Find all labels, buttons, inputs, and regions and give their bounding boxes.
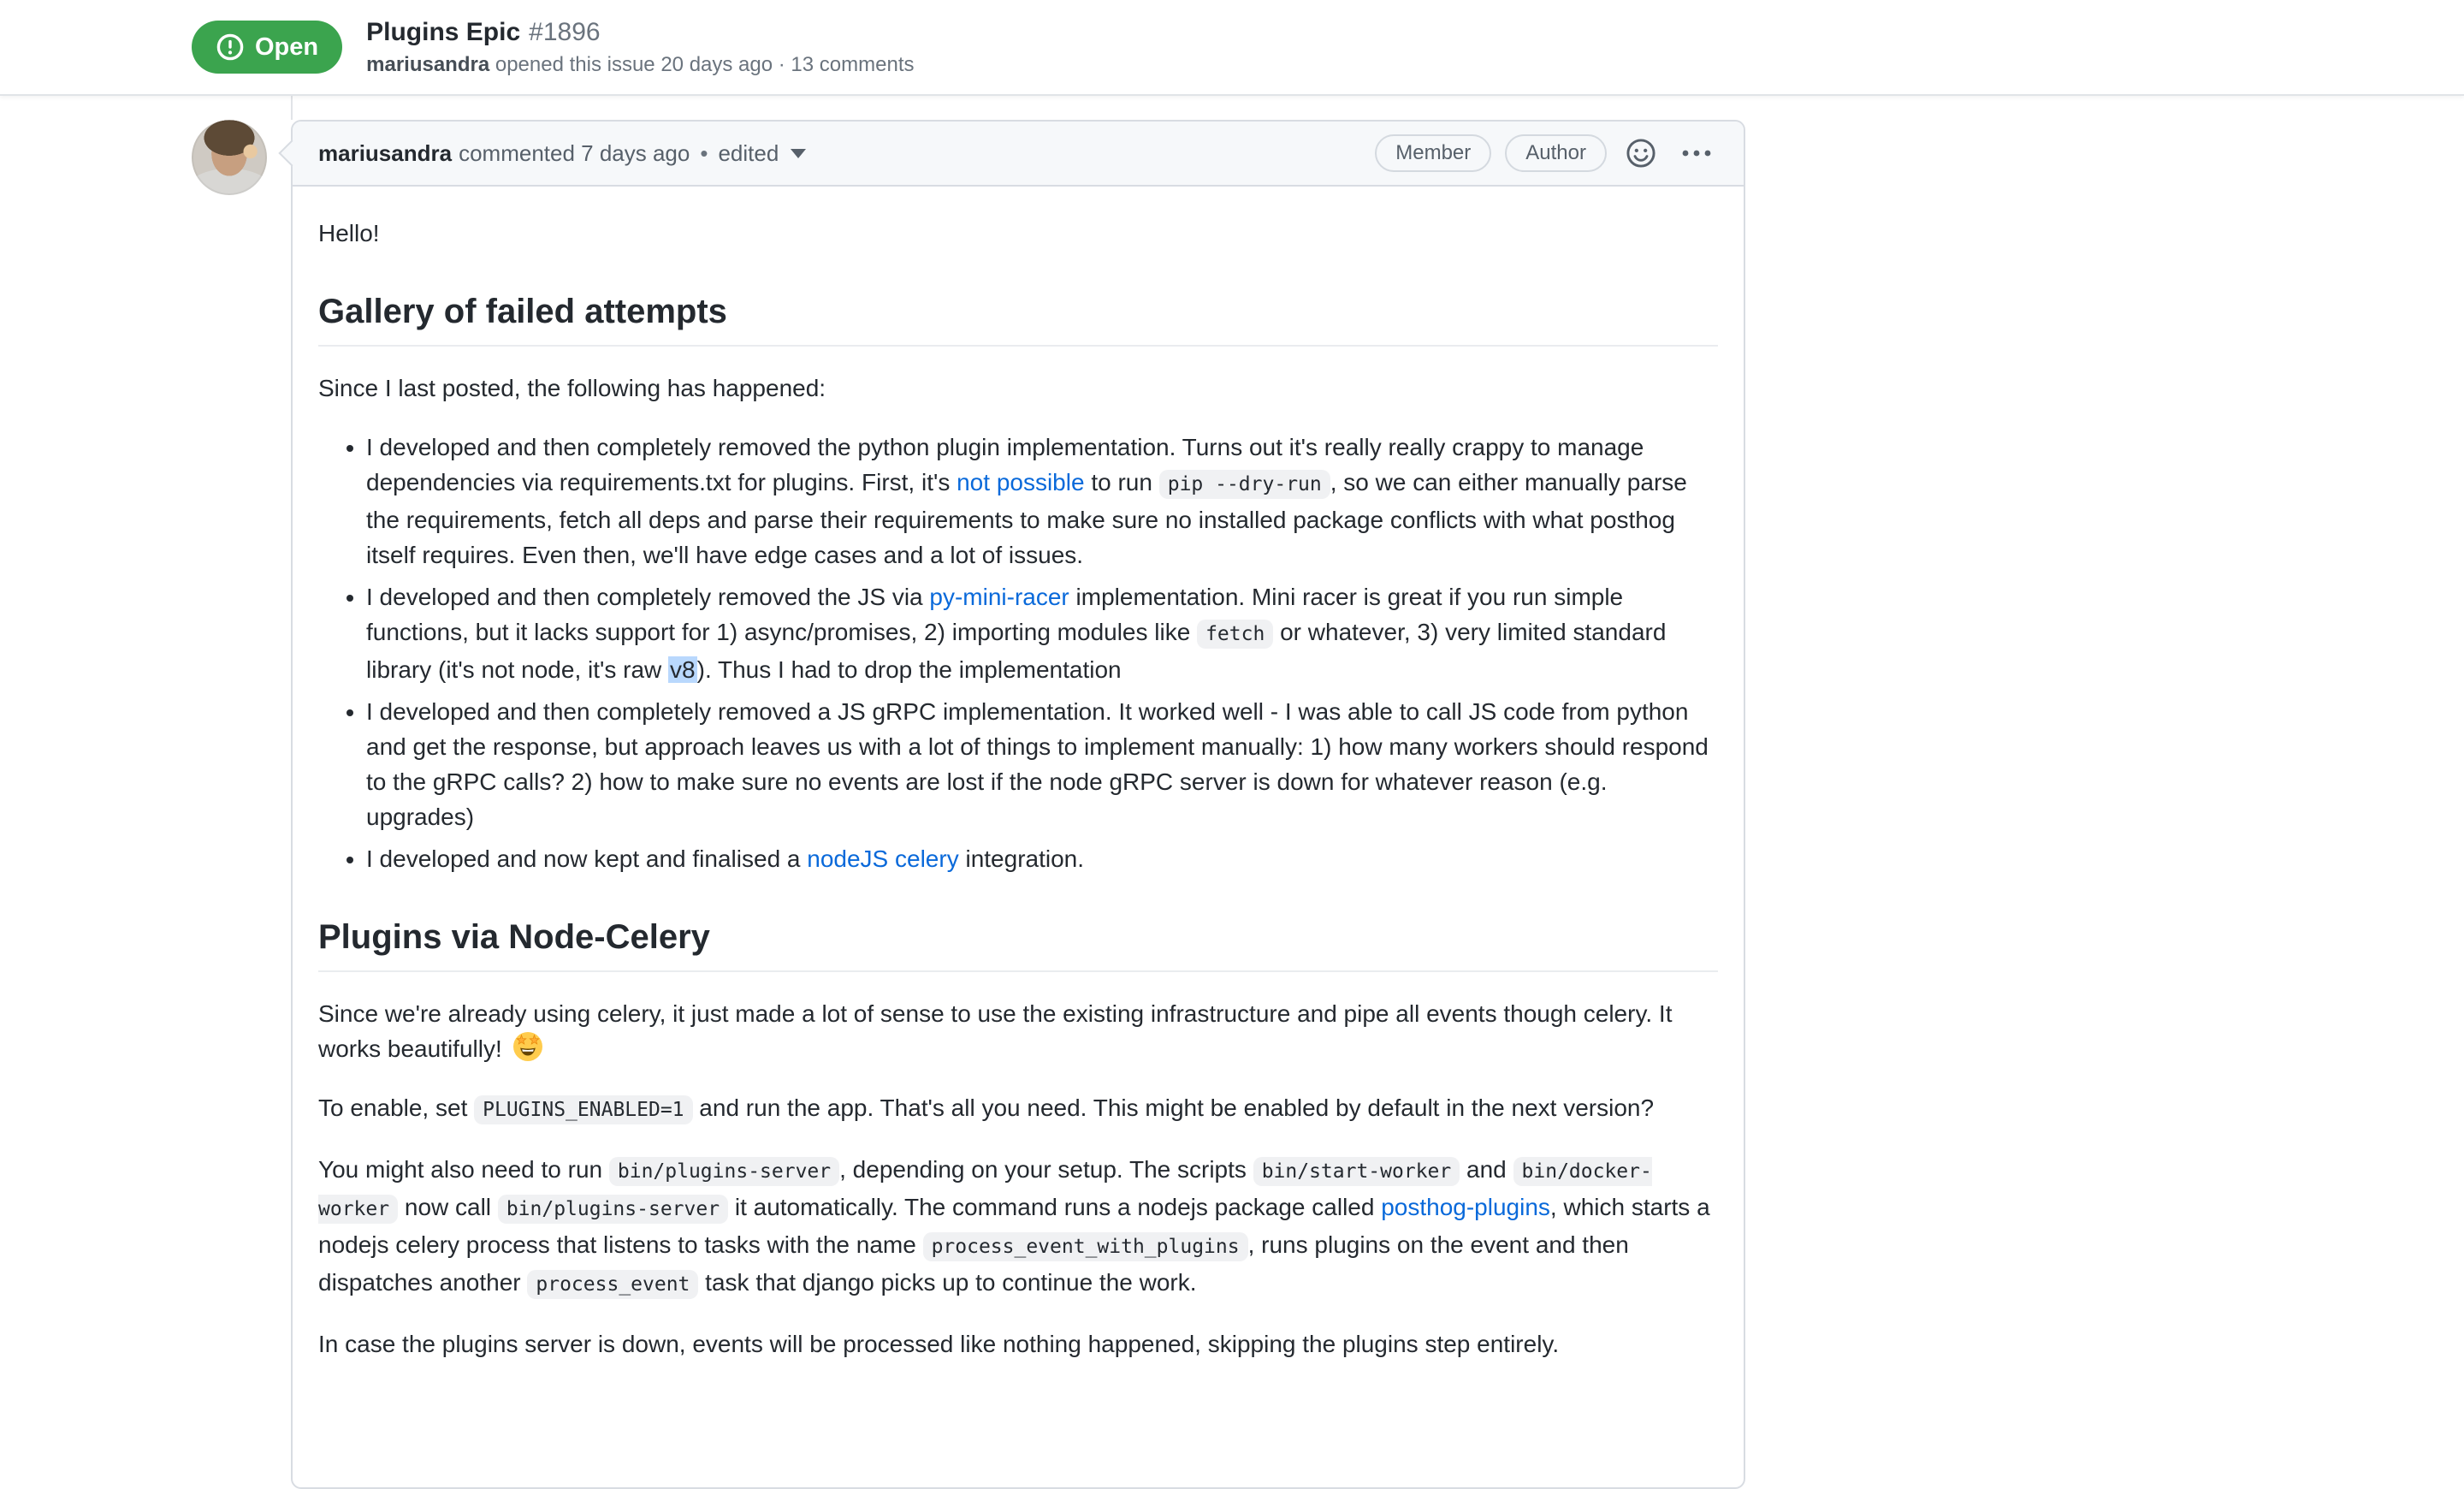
add-reaction-button[interactable] [1620, 133, 1661, 174]
issue-title-block [366, 17, 914, 77]
avatar[interactable] [192, 120, 267, 195]
issue-author-link[interactable]: mariusandra [366, 53, 490, 76]
inline-code: process_event [527, 1270, 698, 1299]
failed-attempts-list [318, 430, 1718, 876]
issue-title: Plugins Epic [366, 18, 521, 46]
edited-dropdown[interactable] [718, 140, 806, 167]
comment-card [291, 120, 1745, 1489]
issue-opened-icon [216, 33, 245, 62]
meta-separator-dot: • [700, 139, 708, 166]
chevron-down-icon [791, 149, 806, 158]
previous-comment-border-fragment [291, 96, 293, 120]
star-struck-emoji [512, 1031, 543, 1062]
issue-number: #1896 [529, 18, 601, 46]
list-item: • I developed and then completely removed the python plugin implementation. Turns out it's really really crappy to manage dependencies via requirements.txt for plugins. First, it's not possible to run pip --dry-run , so we can either manually parse the requirements, fetch all deps and parse their requirements to make sure no installed package conflicts with what posthog itself requires. Even then, we'll have edge cases and a lot of issues. [366, 430, 1718, 572]
comment-body [293, 187, 1744, 1420]
paragraph-since: Since I last posted, the following has happened: [318, 375, 826, 401]
inline-code: bin/plugins-server [609, 1157, 839, 1186]
comment-options-button[interactable] [1675, 143, 1718, 163]
issue-meta-text: opened this issue 20 days ago · 13 comments [495, 53, 915, 76]
comment-author-link[interactable]: mariusandra [318, 139, 453, 166]
paragraph-hello: Hello! [318, 220, 380, 246]
comment-header [293, 122, 1744, 187]
inline-link[interactable]: not possible [957, 469, 1085, 495]
edited-label: edited [718, 139, 779, 166]
issue-state-badge [192, 21, 342, 74]
inline-link[interactable]: py-mini-racer [929, 584, 1069, 610]
paragraph-celery: Since we're already using celery, it just made a lot of sense to use the existing infrastructure and pipe all events though celery. It works beautifully! [318, 1000, 1673, 1062]
inline-code: bin/docker-worker [318, 1157, 1652, 1224]
inline-code: bin/plugins-server [498, 1195, 728, 1224]
paragraph-partially-clipped: In case the plugins server is down, events will be processed like nothing happened, skipping the plugins step entirely. [318, 1331, 1560, 1357]
heading-gallery: Gallery of failed attempts [318, 290, 1718, 347]
inline-code: fetch [1197, 620, 1273, 649]
list-item: • I developed and then completely removed the JS via py-mini-racer implementation. Mini racer is great if you run simple functions, but it lacks support for 1) async/promises, 2) importing modules like fetch or whatever, 3) very limited standard library (it's not node, it's raw v8). Thus I had to drop the implementation [366, 579, 1718, 687]
kebab-icon [1680, 148, 1713, 161]
comment-controls [1375, 133, 1718, 174]
inline-link[interactable]: nodeJS celery [807, 845, 959, 872]
inline-code: process_event_with_plugins [923, 1232, 1248, 1261]
issue-sticky-header [0, 0, 2464, 96]
inline-code: pip --dry-run [1159, 470, 1330, 499]
comment-meta [318, 140, 806, 167]
comment-timestamp: commented 7 days ago [459, 139, 690, 166]
inline-code: PLUGINS_ENABLED=1 [474, 1095, 692, 1124]
author-badge: Author [1505, 134, 1607, 172]
heading-node-celery: Plugins via Node-Celery [318, 916, 1718, 972]
list-item: • I developed and then completely removed a JS gRPC implementation. It worked well - I was able to call JS code from python and get the response, but approach leaves us with a lot of things to implement manually: 1) how many workers should respond to the gRPC calls? 2) how to make sure no events are lost if the node gRPC server is down for whatever reason (e.g. upgrades) [366, 694, 1718, 834]
inline-link[interactable]: posthog-plugins [1381, 1194, 1550, 1220]
issue-state-label: Open [255, 33, 319, 61]
paragraph-enable: To enable, set PLUGINS_ENABLED=1 and run the app. That's all you need. This might be enabled by default in the next version? [318, 1090, 1718, 1128]
selected-text: v8 [670, 656, 696, 683]
list-item: • I developed and now kept and finalised a nodeJS celery integration. [366, 841, 1718, 876]
member-badge: Member [1375, 134, 1491, 172]
inline-code: bin/start-worker [1253, 1157, 1460, 1186]
paragraph-server: You might also need to run bin/plugins-server , depending on your setup. The scripts bin/start-worker and bin/docker-worker now call bin/plugins-server it automatically. The command runs a nodejs package called posthog-plugins, which starts a nodejs celery process that listens to tasks with the name process_event_with_plugins , runs plugins on the event and then dispatches another process_event task that django picks up to continue the work. [318, 1152, 1718, 1302]
smiley-icon [1626, 158, 1656, 171]
